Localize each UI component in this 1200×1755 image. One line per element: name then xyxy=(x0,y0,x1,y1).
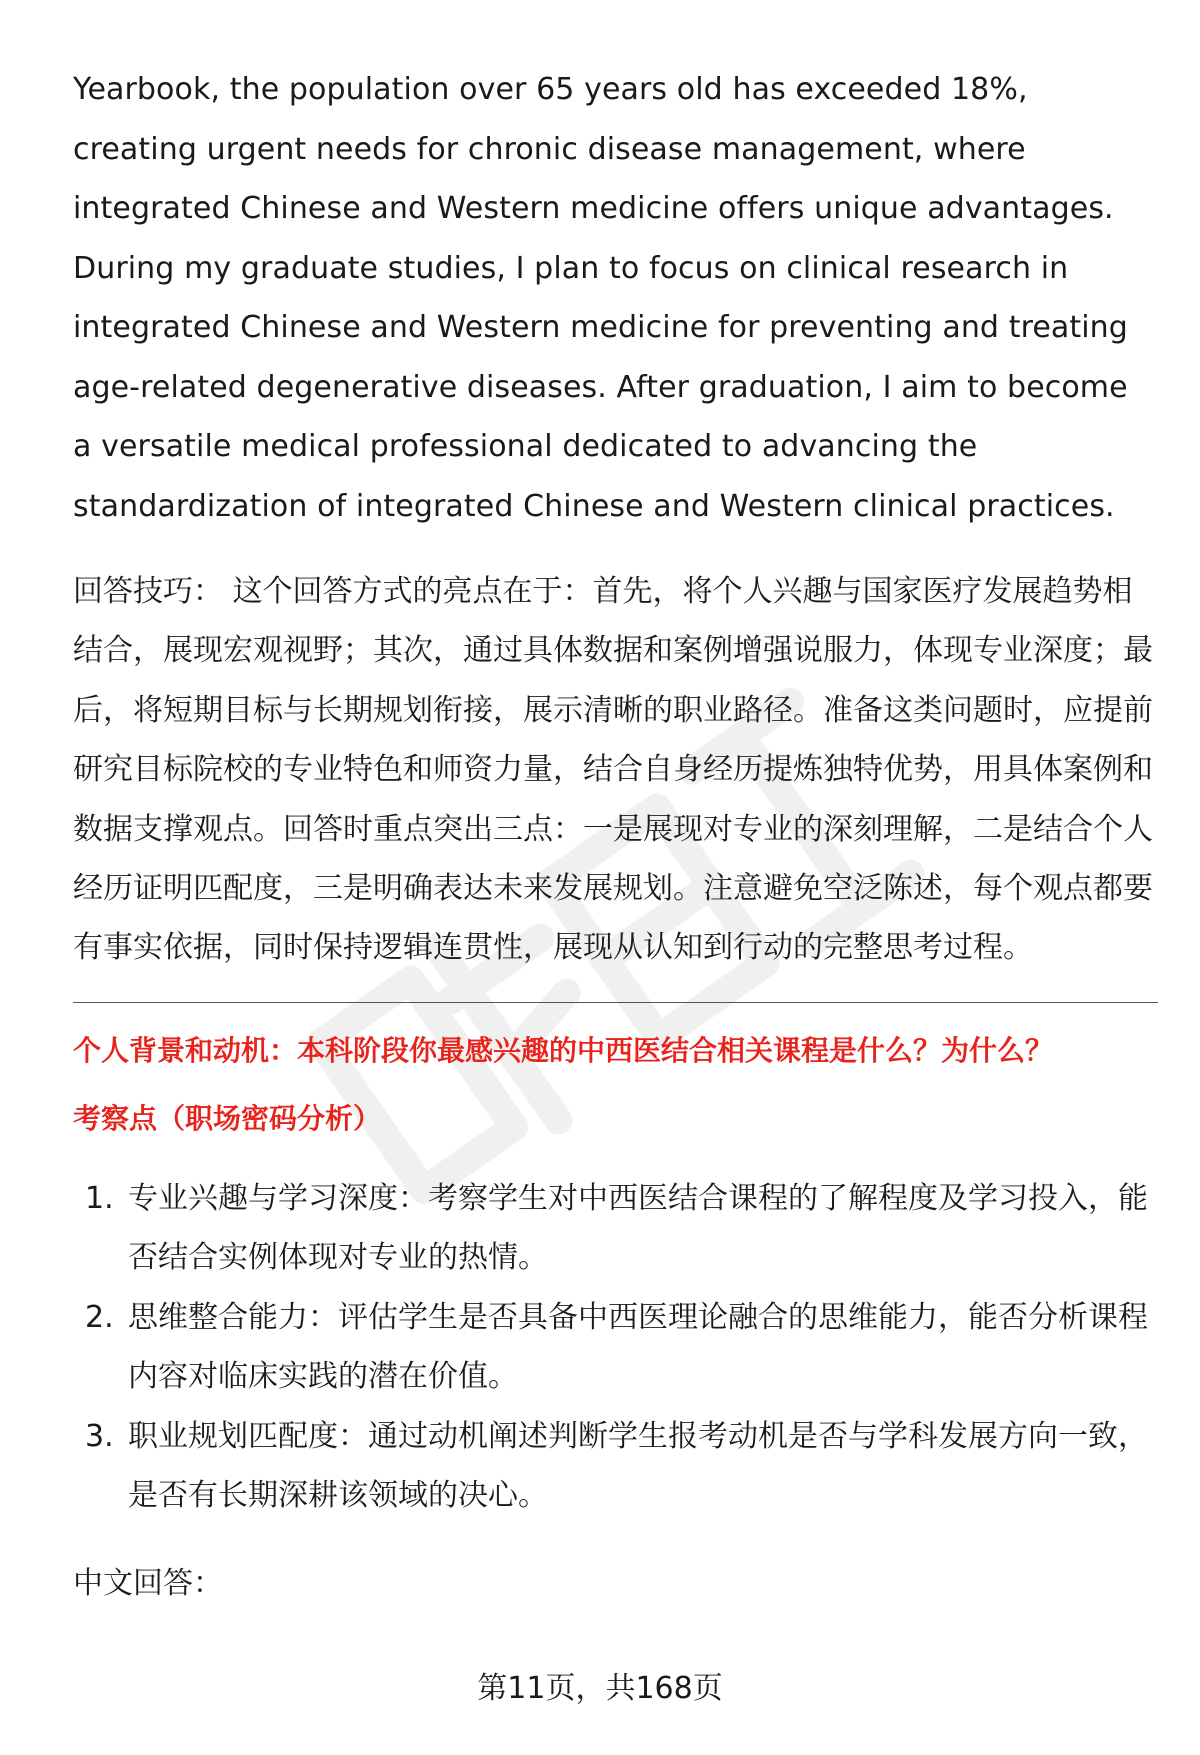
list-item-text: 职业规划匹配度：通过动机阐述判断学生报考动机是否与学科发展方向一致，是否有长期深耕该领域的决心。 xyxy=(128,1418,1148,1514)
list-item-number: 3. xyxy=(85,1418,114,1454)
document-page xyxy=(73,60,1153,1604)
section-divider xyxy=(73,1002,1158,1003)
assessment-points-heading: 考察点（职场密码分析） xyxy=(73,1101,382,1135)
list-item-number: 2. xyxy=(85,1299,114,1335)
list-item xyxy=(73,1288,1153,1407)
list-item-text: 专业兴趣与学习深度：考察学生对中西医结合课程的了解程度及学习投入，能否结合实例体现对专业的热情。 xyxy=(128,1180,1148,1276)
chinese-answer-label: 中文回答： xyxy=(73,1565,223,1601)
answer-tips-paragraph: 回答技巧： 这个回答方式的亮点在于：首先，将个人兴趣与国家医疗发展趋势相结合，展现宏观视野；其次，通过具体数据和案例增强说服力，体现专业深度；最后，将短期目标与长期规划衔接，展示清晰的职业路径。准备这类问题时，应提前研究目标院校的专业特色和师资力量，结合自身经历提炼独特优势，用具体案例和数据支撑观点。回答时重点突出三点：一是展现对专业的深刻理解，二是结合个人经历证明匹配度，三是明确表达未来发展规划。注意避免空泛陈述，每个观点都要有事实依据，同时保持逻辑连贯性，展现从认知到行动的完整思考过程。 xyxy=(73,574,1153,966)
list-item-text: 思维整合能力：评估学生是否具备中西医理论融合的思维能力，能否分析课程内容对临床实践的潜在价值。 xyxy=(128,1299,1148,1395)
english-answer-paragraph: Yearbook, the population over 65 years old has exceeded 18%, creating urgent needs for chronic disease management, where integrated Chinese and Western medicine offers unique advantages. During my graduate studies, I plan to focus on clinical research in integrated Chinese and Western medicine for preventing and treating age-related degenerative diseases. After graduation, I aim to become a versatile medical professional dedicated to advancing the standardization of integrated Chinese and Western clinical practices. xyxy=(73,72,1128,524)
assessment-points-list xyxy=(73,1169,1153,1526)
question-heading: 个人背景和动机：本科阶段你最感兴趣的中西医结合相关课程是什么？为什么？ xyxy=(73,1033,1054,1067)
page-number-footer: 第11页，共168页 xyxy=(477,1671,723,1706)
list-item-number: 1. xyxy=(85,1180,114,1216)
list-item xyxy=(73,1169,1153,1288)
list-item xyxy=(73,1407,1153,1526)
